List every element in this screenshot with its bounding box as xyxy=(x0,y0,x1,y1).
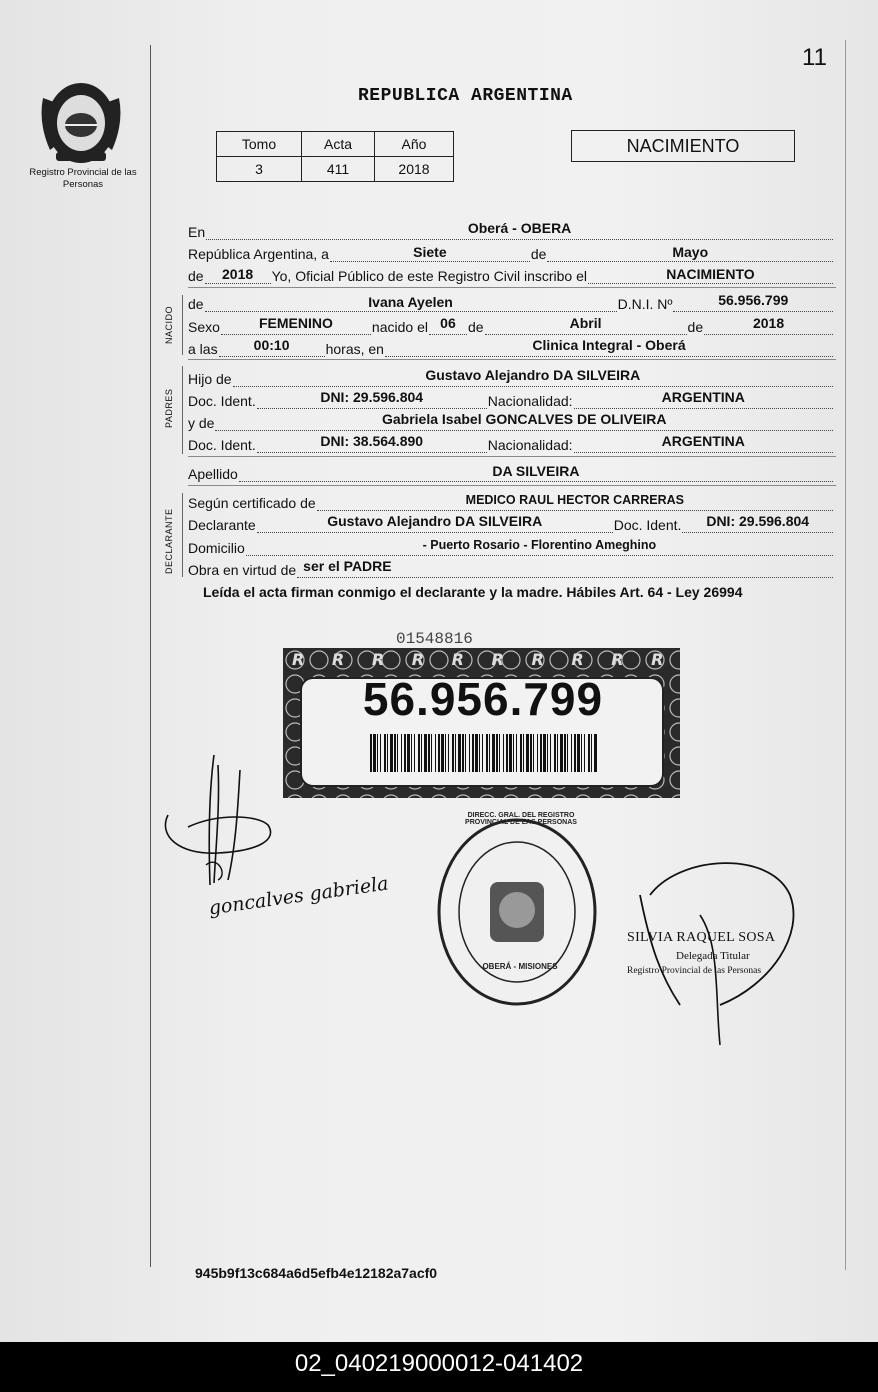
security-pattern-letters xyxy=(292,650,675,672)
label-domicilio: Domicilio xyxy=(188,540,245,556)
value-year: 2018 xyxy=(222,266,254,282)
barcode-bar xyxy=(513,734,514,772)
barcode-bar xyxy=(564,734,566,772)
section-divider xyxy=(188,287,836,288)
barcode-bar xyxy=(445,734,446,772)
barcode-bar xyxy=(418,734,420,772)
table-header-tomo: Tomo xyxy=(217,132,302,157)
value-place: Oberá - OBERA xyxy=(467,220,572,236)
table-header-acta: Acta xyxy=(302,132,375,157)
field-mother-doc xyxy=(257,433,487,453)
label-de-year: de xyxy=(188,268,204,284)
barcode-bar xyxy=(431,734,432,772)
barcode-bar xyxy=(411,734,412,772)
label-de-month: de xyxy=(467,319,484,335)
page-number: 11 xyxy=(802,44,827,71)
label-y-de: y de xyxy=(188,415,215,431)
barcode-bar xyxy=(414,734,415,772)
table-cell-tomo: 3 xyxy=(217,157,302,182)
value-declarante: Gustavo Alejandro DA SILVEIRA xyxy=(327,513,543,529)
barcode-bar xyxy=(441,734,444,772)
pattern-letter: R xyxy=(411,650,436,669)
section-bar-padres xyxy=(182,366,183,454)
label-en: En xyxy=(188,224,206,240)
label-apellido: Apellido xyxy=(188,466,238,482)
barcode-bar xyxy=(506,734,508,772)
label-de-name: de xyxy=(188,296,204,312)
officer-role: Delegada Titular xyxy=(676,950,750,962)
field-mother xyxy=(215,411,833,431)
value-month: Mayo xyxy=(672,244,709,260)
barcode-bar xyxy=(520,734,522,772)
barcode-bar xyxy=(435,734,436,772)
field-name xyxy=(205,294,617,312)
table-row xyxy=(217,157,454,182)
value-name: Ivana Ayelen xyxy=(368,294,453,310)
label-nacido-el: nacido el xyxy=(371,319,428,335)
barcode-bar xyxy=(574,734,576,772)
value-dni: 56.956.799 xyxy=(718,292,789,308)
value-declarante-doc: DNI: 29.596.804 xyxy=(706,513,810,529)
misiones-coat-of-arms-logo xyxy=(38,78,124,168)
section-bar-nacido xyxy=(182,295,183,355)
pattern-letter: R xyxy=(451,650,475,669)
barcode-bar xyxy=(557,734,558,772)
field-domicilio xyxy=(246,538,833,556)
barcode-bar xyxy=(465,734,466,772)
field-birth-year xyxy=(704,315,833,335)
barcode-bar xyxy=(560,734,563,772)
barcode-bar xyxy=(503,734,504,772)
barcode-bar xyxy=(421,734,422,772)
label-de: de xyxy=(530,246,547,262)
row-y-de xyxy=(188,411,834,431)
pattern-letter: R xyxy=(331,650,356,669)
label-mother-doc: Doc. Ident. xyxy=(188,437,256,453)
barcode-bar xyxy=(571,734,572,772)
field-month xyxy=(547,244,833,262)
barcode-bar xyxy=(475,734,478,772)
section-divider xyxy=(188,485,836,486)
row-mother-doc xyxy=(188,433,834,453)
value-apellido: DA SILVEIRA xyxy=(492,463,580,479)
barcode-bar xyxy=(554,734,556,772)
value-sexo: FEMENINO xyxy=(258,315,333,331)
official-stamp xyxy=(432,812,602,1012)
value-domicilio: - Puerto Rosario - Florentino Ameghino xyxy=(422,538,657,552)
row-republica xyxy=(188,242,834,262)
barcode-bar xyxy=(472,734,474,772)
label-mother-nat: Nacionalidad: xyxy=(487,437,573,453)
field-father xyxy=(233,367,833,387)
footer-code: 02_040219000012-041402 xyxy=(0,1342,878,1392)
label-father-nat: Nacionalidad: xyxy=(487,393,573,409)
barcode-bar xyxy=(486,734,488,772)
barcode-bar xyxy=(469,734,470,772)
pattern-letter: R xyxy=(371,650,396,669)
section-bar-declarante xyxy=(182,493,183,577)
barcode-bar xyxy=(533,734,534,772)
stamp-bottom-text: OBERÁ - MISIONES xyxy=(482,962,558,971)
row-a-las xyxy=(188,337,834,357)
section-divider xyxy=(188,456,836,457)
field-declarante-doc xyxy=(682,513,833,533)
row-father-doc xyxy=(188,389,834,409)
barcode-bar xyxy=(424,734,427,772)
field-birth-day xyxy=(429,315,467,335)
value-birth-place: Clinica Integral - Oberá xyxy=(532,337,686,353)
field-declarante xyxy=(257,513,613,533)
barcode-bar xyxy=(492,734,495,772)
barcode-bar xyxy=(537,734,538,772)
barcode-bar xyxy=(526,734,529,772)
serial-number: 01548816 xyxy=(396,630,473,648)
label-obra: Obra en virtud de xyxy=(188,562,297,578)
section-label-padres: PADRES xyxy=(164,388,174,428)
label-hijo-de: Hijo de xyxy=(188,371,232,387)
row-nacido-name xyxy=(188,292,834,312)
tomo-acta-anio-table xyxy=(216,131,454,182)
label-father-doc: Doc. Ident. xyxy=(188,393,256,409)
act-type-box: NACIMIENTO xyxy=(571,130,795,162)
pattern-letter: R xyxy=(651,650,675,669)
pattern-letter: R xyxy=(491,650,515,669)
barcode-bar xyxy=(452,734,454,772)
section-label-nacido: NACIDO xyxy=(164,305,174,344)
barcode-bar xyxy=(455,734,456,772)
field-year xyxy=(205,266,271,284)
barcode-bar xyxy=(428,734,430,772)
label-inscribo: Yo, Oficial Público de este Registro Civil inscribo el xyxy=(271,268,587,284)
row-inscribo xyxy=(188,264,834,284)
section-divider xyxy=(188,359,836,360)
field-father-nat xyxy=(574,389,833,409)
field-certificado xyxy=(317,493,833,511)
barcode-bar xyxy=(577,734,580,772)
row-obra xyxy=(188,558,834,578)
barcode-bar xyxy=(448,734,449,772)
label-declarante: Declarante xyxy=(188,517,256,533)
value-certificado: MEDICO RAUL HECTOR CARRERAS xyxy=(465,493,684,507)
field-dni xyxy=(673,292,833,312)
barcode-bar xyxy=(581,734,582,772)
field-obra xyxy=(297,558,833,578)
value-day: Siete xyxy=(413,244,447,260)
field-sexo xyxy=(221,315,371,335)
field-mother-nat xyxy=(574,433,833,453)
right-margin-line xyxy=(845,40,846,1270)
barcode-bar xyxy=(496,734,498,772)
barcode-bar xyxy=(479,734,480,772)
barcode-bar xyxy=(588,734,590,772)
declarant-signature xyxy=(158,745,408,945)
value-inscribo: NACIMIENTO xyxy=(666,266,755,282)
value-mother-doc: DNI: 38.564.890 xyxy=(320,433,424,449)
label-de-birth-year: de xyxy=(687,319,704,335)
barcode-bar xyxy=(462,734,464,772)
field-time xyxy=(219,337,325,357)
barcode-bar xyxy=(516,734,517,772)
row-apellido xyxy=(188,462,834,482)
table-header-anio: Año xyxy=(375,132,454,157)
pattern-letter: R xyxy=(292,650,316,669)
barcode-bar xyxy=(550,734,551,772)
field-inscribo xyxy=(588,266,833,284)
barcode-bar xyxy=(482,734,483,772)
field-apellido xyxy=(239,463,833,482)
barcode-bar xyxy=(530,734,532,772)
field-day xyxy=(330,244,530,262)
row-sexo xyxy=(188,315,834,335)
label-republica: República Argentina, a xyxy=(188,246,329,262)
value-mother-nat: ARGENTINA xyxy=(661,433,745,449)
label-dni: D.N.I. Nº xyxy=(617,296,673,312)
barcode-bar xyxy=(591,734,592,772)
value-birth-year: 2018 xyxy=(752,315,785,331)
barcode-bar xyxy=(594,734,597,772)
value-father-nat: ARGENTINA xyxy=(661,389,745,405)
barcode-bar xyxy=(584,734,585,772)
label-sexo: Sexo xyxy=(188,319,220,335)
pattern-letter: R xyxy=(611,650,635,669)
mother-signature: goncalves gabriela xyxy=(207,872,390,920)
value-father: Gustavo Alejandro DA SILVEIRA xyxy=(425,367,641,383)
barcode-bar xyxy=(438,734,440,772)
barcode-bar xyxy=(567,734,568,772)
value-obra: ser el PADRE xyxy=(303,558,392,574)
logo-caption: Registro Provincial de las Personas xyxy=(29,167,137,190)
left-margin-line xyxy=(150,45,151,1267)
stamp-text: DIRECC. GRAL. DEL REGISTRO PROVINCIAL DE LAS PERSONAS xyxy=(465,812,577,826)
value-father-doc: DNI: 29.596.804 xyxy=(320,389,424,405)
document-hash: 945b9f13c684a6d5efb4e12182a7acf0 xyxy=(195,1265,438,1281)
row-certificado xyxy=(188,491,834,511)
table-cell-acta: 411 xyxy=(302,157,375,182)
barcode-bar xyxy=(458,734,461,772)
row-domicilio xyxy=(188,536,834,556)
officer-name: SILVIA RAQUEL SOSA xyxy=(627,930,776,945)
field-father-doc xyxy=(257,389,487,409)
label-horas-en: horas, en xyxy=(325,341,384,357)
row-hijo-de xyxy=(188,367,834,387)
label-declarante-doc: Doc. Ident. xyxy=(613,517,682,533)
barcode-bar xyxy=(499,734,500,772)
closing-statement: Leída el acta firman conmigo el declarante y la madre. Hábiles Art. 64 - Ley 26994 xyxy=(203,584,743,600)
officer-organization: Registro Provincial de las Personas xyxy=(627,966,762,976)
barcode-bar xyxy=(547,734,548,772)
barcode-bar xyxy=(489,734,490,772)
value-birth-day: 06 xyxy=(440,315,456,331)
table-cell-anio: 2018 xyxy=(375,157,454,182)
row-en xyxy=(188,220,834,240)
label-certificado: Según certificado de xyxy=(188,495,316,511)
pattern-letter: R xyxy=(531,650,555,669)
barcode-bar xyxy=(540,734,542,772)
barcode-bar xyxy=(543,734,546,772)
barcode-bar xyxy=(509,734,512,772)
label-a-las: a las xyxy=(188,341,218,357)
value-time: 00:10 xyxy=(253,337,290,353)
field-place xyxy=(206,220,833,240)
section-label-declarante: DECLARANTE xyxy=(164,508,174,574)
field-birth-place xyxy=(385,337,833,357)
id-number-large: 56.956.799 xyxy=(362,673,604,725)
table-header-row xyxy=(217,132,454,157)
field-birth-month xyxy=(485,315,687,335)
value-mother: Gabriela Isabel GONCALVES DE OLIVEIRA xyxy=(381,411,667,427)
document-title: REPUBLICA ARGENTINA xyxy=(358,86,573,106)
pattern-letter: R xyxy=(571,650,595,669)
barcode-bar xyxy=(523,734,524,772)
value-birth-month: Abril xyxy=(569,315,602,331)
row-declarante xyxy=(188,513,834,533)
